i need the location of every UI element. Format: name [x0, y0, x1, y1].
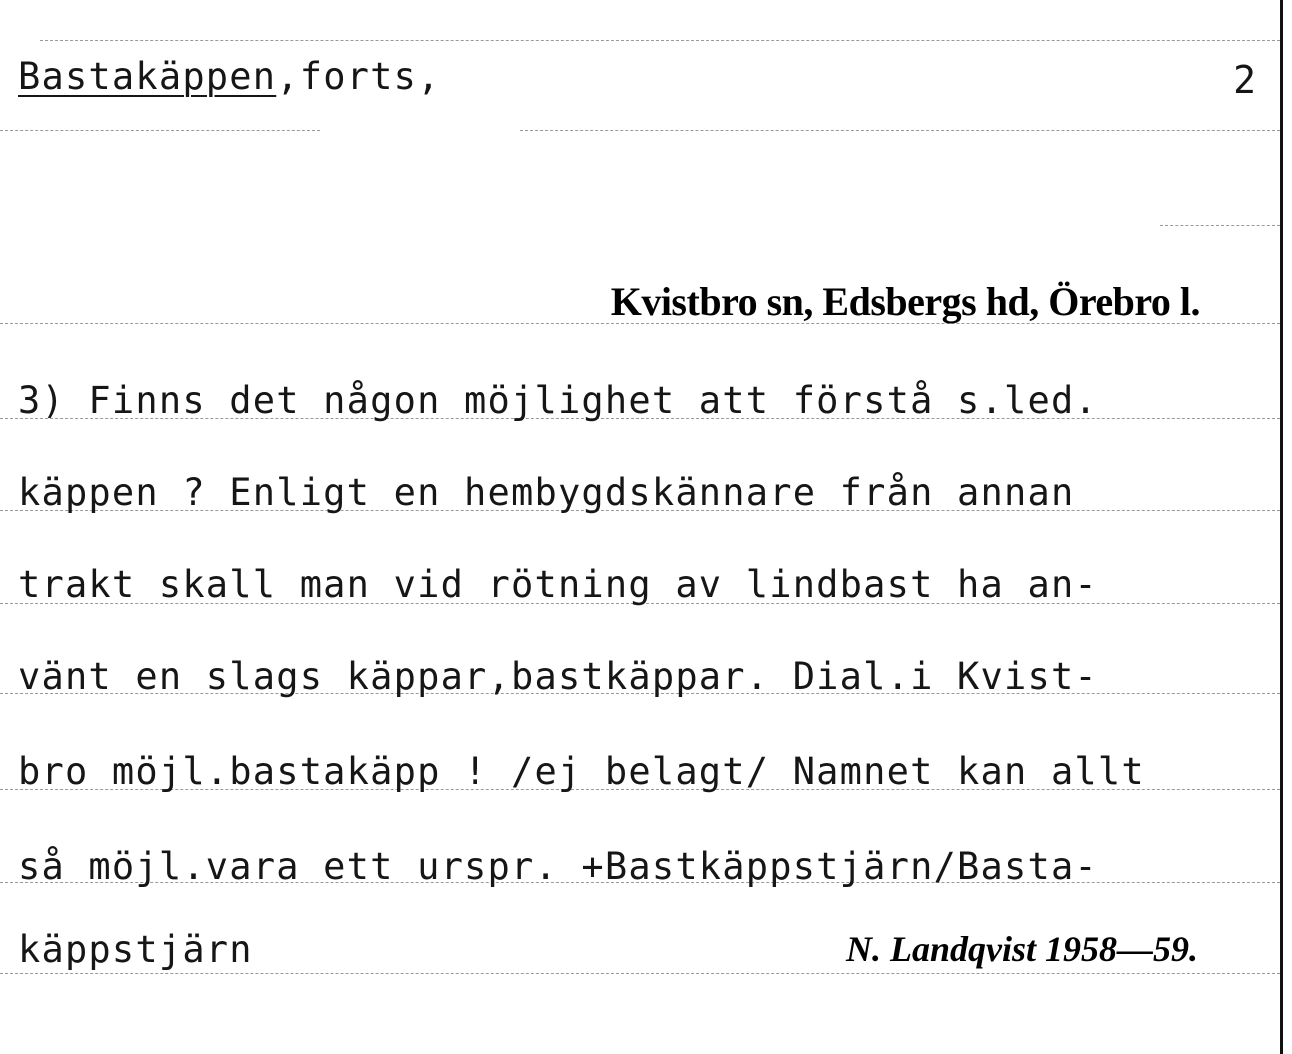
ruled-line [0, 973, 1280, 974]
ruled-line [1160, 225, 1280, 226]
headword-suffix: ,forts, [276, 55, 441, 98]
collector-stamp: N. Landqvist 1958—59. [845, 929, 1198, 969]
body-line-2: käppen ? Enligt en hembygdskännare från annan [18, 471, 1075, 514]
body-line-3: trakt skall man vid rötning av lindbast ha an- [18, 563, 1098, 606]
ruled-line [40, 40, 1280, 41]
body-line-4: vänt en slags käppar,bastkäppar. Dial.i Kvist- [18, 655, 1098, 698]
page-number: 2 [1233, 58, 1256, 102]
body-line-5: bro möjl.bastakäpp ! /ej belagt/ Namnet kan allt [18, 750, 1145, 793]
ruled-line [520, 130, 1280, 131]
headword: Bastakäppen [18, 55, 277, 98]
card-right-edge [1280, 0, 1283, 1054]
body-line-1: 3) Finns det någon möjlighet att förstå s.led. [18, 379, 1098, 422]
body-line-7: käppstjärn [18, 928, 253, 971]
body-line-6: så möjl.vara ett urspr. +Bastkäppstjärn/Basta- [18, 845, 1098, 888]
card-heading [18, 55, 441, 98]
ruled-line [0, 130, 320, 131]
location-stamp: Kvistbro sn, Edsbergs hd, Örebro l. [610, 279, 1200, 324]
